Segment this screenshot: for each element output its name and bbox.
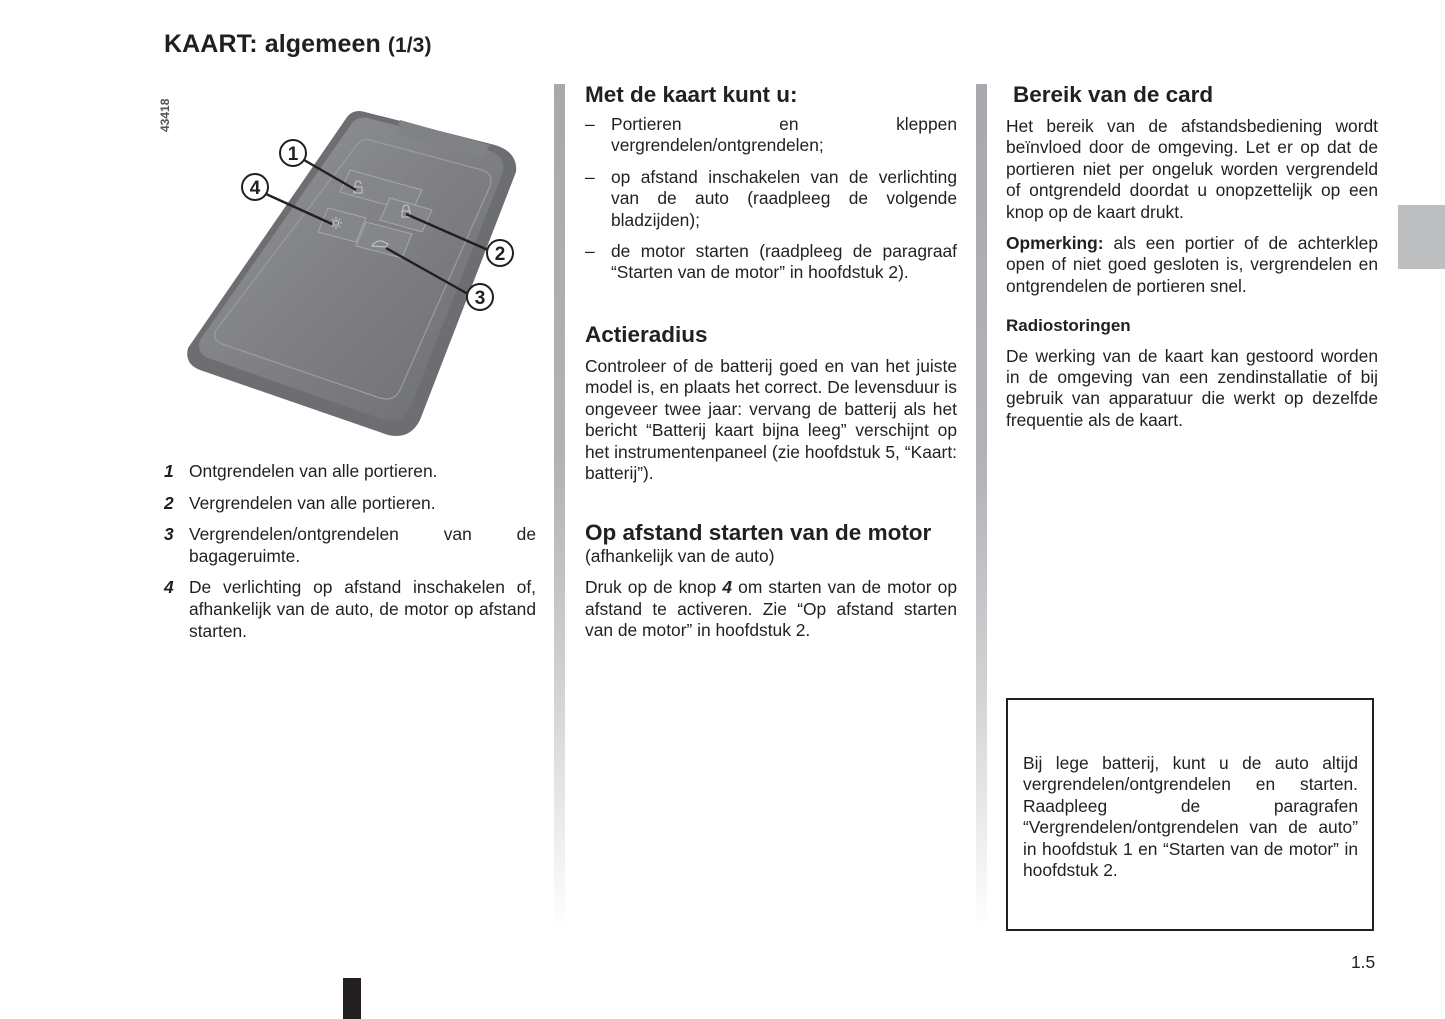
remote-start-subheading: (afhankelijk van de auto) [585, 546, 775, 566]
page-title-text: KAART: algemeen [164, 30, 381, 58]
remote-start-section [585, 520, 957, 642]
page-title [164, 30, 432, 59]
callout-4 [242, 174, 268, 200]
legend-item [164, 577, 536, 642]
section-heading-radiostoringen: Radiostoringen [1006, 316, 1131, 336]
list-item [585, 114, 957, 157]
dash-bullet: – [585, 166, 595, 187]
print-crop-mark [343, 978, 361, 1019]
right-column [1006, 82, 1378, 431]
legend-number: 1 [164, 461, 174, 481]
key-card [187, 111, 516, 436]
button-ref: 4 [722, 577, 733, 598]
actieradius-body: Controleer of de batterij goed en van het juiste model is, en plaats het correct. De levensduur is ongeveer twee jaar: vervang de batterij als het bericht “Batterij kaart bijna leeg” verschijnt op het instrumentenpaneel (zie hoofdstuk 5, “Kaart: batterij”). [585, 356, 957, 484]
radiostoringen-body: De werking van de kaart kan gestoord worden in de omgeving van een zendinstallatie of bij gebruik van apparatuur die werkt op dezelfde frequentie als de kaart. [1006, 345, 1378, 430]
section-heading-remote-start: Op afstand starten van de motor [585, 520, 932, 545]
list-item [585, 241, 957, 284]
body-text: om starten van de motor op afstand te activeren. Zie “Op afstand starten van de motor” in hoofdstuk 2. [585, 577, 957, 641]
section-heading-kaart-functies: Met de kaart kunt u: [585, 82, 798, 107]
callout-2 [487, 240, 513, 266]
bereik-body: Het bereik van de afstandsbediening wordt beïnvloed door de omgeving. Let er op dat de portieren niet per ongeluk worden vergrendeld of ontgrendeld doordat u onopzettelijk op een knop op de kaart drukt. [1006, 116, 1378, 222]
list-item-text: op afstand inschakelen van de verlichting van de auto (raadpleeg de volgende bladzijden); [611, 166, 957, 230]
legend-number: 4 [164, 577, 174, 598]
function-list [585, 114, 957, 284]
middle-column [585, 82, 957, 294]
body-text: Druk op de knop [585, 577, 723, 598]
callout-1-label: 1 [287, 144, 299, 165]
figure-legend [164, 461, 536, 652]
note-label: Opmerking: [1006, 233, 1104, 254]
figure-code: 43418 [158, 98, 172, 132]
legend-text: Vergrendelen/ontgrendelen van de bagageruimte. [189, 524, 536, 566]
legend-text: Ontgrendelen van alle portieren. [189, 461, 438, 481]
callout-3 [467, 284, 493, 310]
dash-bullet: – [585, 241, 595, 262]
legend-item [164, 461, 536, 483]
list-item-text: Portieren en kleppen vergrendelen/ontgrendelen; [611, 114, 957, 156]
note-text: als een portier of de achterklep open of niet goed gesloten is, vergrendelen en ontgrendelen de portieren snel. [1006, 233, 1378, 296]
page-title-suffix: (1/3) [387, 34, 432, 57]
section-heading-actieradius: Actieradius [585, 322, 708, 347]
callout-1 [280, 140, 306, 166]
callout-3-label: 3 [474, 288, 486, 309]
chapter-thumb-tab [1398, 205, 1445, 269]
legend-text: Vergrendelen van alle portieren. [189, 492, 436, 513]
page-number: 1.5 [1351, 952, 1376, 972]
card-illustration [160, 90, 540, 450]
column-divider-right [976, 84, 987, 929]
legend-item [164, 524, 536, 567]
note-box [1006, 698, 1374, 931]
legend-number: 2 [164, 492, 174, 513]
list-item [585, 167, 957, 231]
legend-text: De verlichting op afstand inschakelen of, afhankelijk van de auto, de motor op afstand starten. [189, 577, 536, 641]
callout-4-label: 4 [249, 178, 261, 199]
remote-start-body [585, 577, 957, 641]
actieradius-section [585, 322, 957, 484]
callout-2-label: 2 [494, 244, 506, 265]
list-item-text: de motor starten (raadpleeg de paragraaf “Starten van de motor” in hoofdstuk 2). [611, 241, 957, 283]
dash-bullet: – [585, 114, 595, 134]
opmerking-note [1006, 233, 1378, 297]
column-divider-left [554, 84, 565, 929]
legend-item [164, 493, 536, 515]
note-box-text: Bij lege batterij, kunt u de auto altijd vergrendelen/ontgrendelen en starten. Raadpleeg de paragrafen “Vergrendelen/ontgrendelen van de auto” in hoofdstuk 1 en “Starten van de motor” in hoofdstuk 2. [1023, 753, 1358, 881]
legend-number: 3 [164, 524, 174, 545]
section-heading-bereik: Bereik van de card [1013, 82, 1214, 107]
